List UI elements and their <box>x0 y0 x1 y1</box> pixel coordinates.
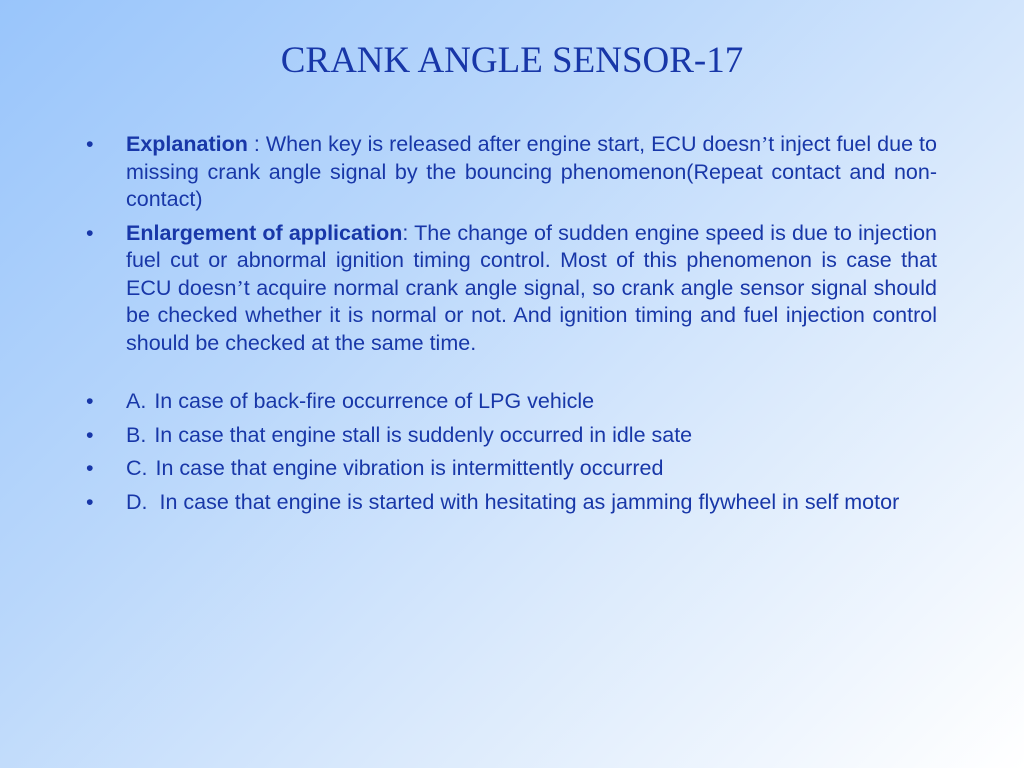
bullet-explanation <box>82 131 937 214</box>
bullet-text: t inject fuel due to missing crank angle signal by the bouncing phenomenon(Repeat contact and non-contact) <box>126 132 937 211</box>
bullet-separator: : <box>402 220 415 245</box>
bullet-case-a <box>82 388 937 416</box>
case-text: In case of back-fire occurrence of LPG vehicle <box>154 389 595 413</box>
bullet-dot-icon: • <box>86 456 94 480</box>
case-letter: D. <box>126 489 148 514</box>
bullet-dot-icon: • <box>86 389 94 413</box>
bullet-enlargement <box>82 220 937 358</box>
case-letter: A. <box>126 389 147 413</box>
bullet-case-b <box>82 422 937 450</box>
case-text: In case that engine is started with hesitating as jamming flywheel in self motor <box>159 489 900 514</box>
bullet-heading: Enlargement of application <box>126 220 403 245</box>
slide-title: CRANK ANGLE SENSOR-17 <box>280 40 744 81</box>
case-letter: C. <box>126 456 148 480</box>
case-text: In case that engine stall is suddenly occurred in idle sate <box>154 422 693 447</box>
bullet-text: t acquire normal crank angle signal, so crank angle sensor signal should be checked whether it is normal or not. And ignition timing and fuel injection control should be checked at the same time. <box>126 275 937 355</box>
bullet-list <box>82 131 937 522</box>
bullet-case-c <box>82 455 937 483</box>
bullet-case-d <box>82 489 937 517</box>
bullet-text: When key is released after engine start, ECU doesn <box>265 132 762 156</box>
bullet-heading: Explanation <box>126 132 248 156</box>
bullet-dot-icon: • <box>86 422 94 447</box>
bullet-dot-icon: • <box>86 489 94 514</box>
apostrophe: ’ <box>236 275 244 300</box>
case-letter: B. <box>126 422 147 447</box>
bullet-dot-icon: • <box>86 220 94 245</box>
bullet-dot-icon: • <box>86 132 94 156</box>
apostrophe: ’ <box>761 132 769 156</box>
case-text: In case that engine vibration is intermittently occurred <box>155 456 664 480</box>
bullet-text: The change of sudden engine speed is due to injection fuel cut or abnormal ignition timing control. Most of this phenomenon is case that ECU doesn <box>126 220 938 300</box>
bullet-separator: : <box>247 132 266 156</box>
